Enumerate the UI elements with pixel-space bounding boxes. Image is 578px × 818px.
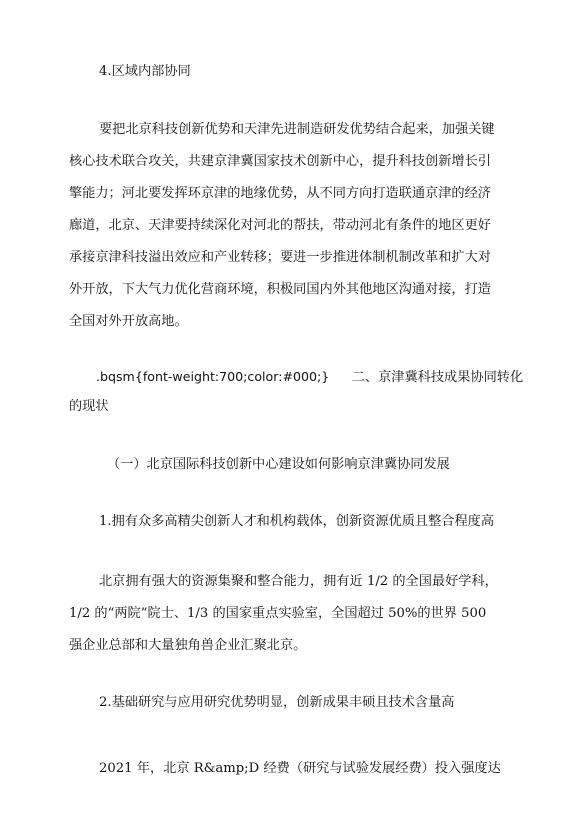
paragraph-line: 外开放，下大气力优化营商环境，积极同国内外其他地区沟通对接，打造 <box>69 282 491 297</box>
css-artifact-text: .bqsm{font-weight:700;color:#000;} <box>96 369 330 384</box>
heading-regional-coordination: 4.区域内部协同 <box>99 64 191 79</box>
section-2-title: 二、京津冀科技成果协同转化 <box>351 370 524 385</box>
section-2-heading-line <box>0 368 578 387</box>
paragraph-line: 强企业总部和大量独角兽企业汇聚北京。 <box>69 638 307 653</box>
paragraph-line: 核心技术联合攻关，共建京津冀国家技术创新中心，提升科技创新增长引 <box>69 154 491 169</box>
point-2-heading: 2.基础研究与应用研究优势明显，创新成果丰硕且技术含量高 <box>99 695 455 710</box>
paragraph-line: 2021 年，北京 R&amp;D 经费（研究与试验发展经费）投入强度达 <box>99 761 501 776</box>
paragraph-line: 1/2 的“两院”院士、1/3 的国家重点实验室，全国超过 50%的世界 500 <box>69 606 487 621</box>
paragraph-line: 擎能力；河北要发挥环京津的地缘优势，从不同方向打造联通京津的经济 <box>69 186 491 201</box>
paragraph-line: 廊道，北京、天津要持续深化对河北的帮扶，带动河北有条件的地区更好 <box>69 218 491 233</box>
paragraph-line: 全国对外开放高地。 <box>69 314 188 329</box>
section-2-title-continued: 的现状 <box>69 399 109 414</box>
point-1-heading: 1.拥有众多高精尖创新人才和机构载体，创新资源优质且整合程度高 <box>99 514 495 529</box>
subsection-1-heading: （一）北京国际科技创新中心建设如何影响京津冀协同发展 <box>107 457 450 472</box>
paragraph-line: 要把北京科技创新优势和天津先进制造研发优势结合起来，加强关键 <box>99 122 495 137</box>
paragraph-line: 北京拥有强大的资源集聚和整合能力，拥有近 1/2 的全国最好学科， <box>99 574 498 589</box>
paragraph-line: 承接京津科技溢出效应和产业转移；要进一步推进体制机制改革和扩大对 <box>69 250 491 265</box>
